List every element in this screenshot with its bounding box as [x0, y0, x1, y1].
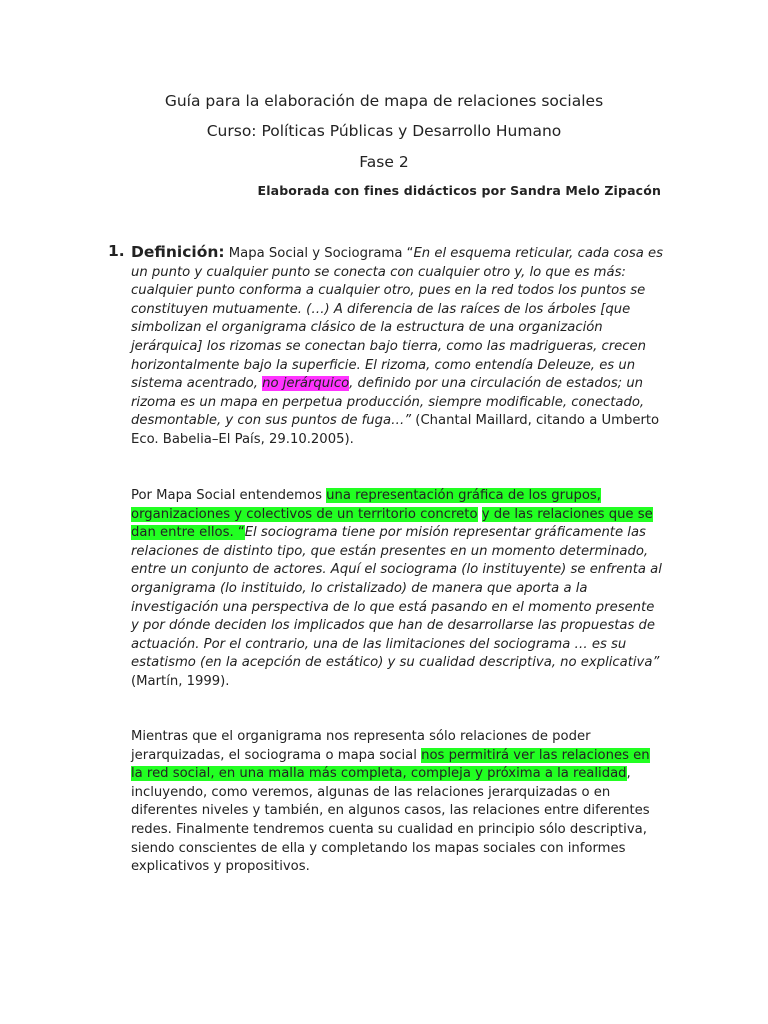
citation: (Martín, 1999). [131, 673, 230, 689]
highlight-pink: no jerárquico [262, 376, 350, 392]
phase-title: Fase 2 [359, 153, 409, 171]
highlight-green: y de las relaciones que se dan entre ellos. “ [131, 506, 653, 541]
organigrama-paragraph [131, 728, 663, 877]
list-number: 1. [108, 242, 125, 260]
highlight-green: nos permitirá ver las relaciones en la red social, en una malla más completa, compleja y próxima a la realidad [131, 747, 650, 782]
author-line: Elaborada con fines didácticos por Sandra Melo Zipacón [257, 183, 661, 198]
paragraph-lead: Mientras que el organigrama nos representa sólo relaciones de poder jerarquizadas, el sociograma o mapa social [131, 729, 591, 763]
citation: (Chantal Maillard, citando a Umberto Eco. Babelia–El País, 29.10.2005). [131, 413, 660, 447]
mapa-social-paragraph [131, 487, 663, 692]
course-title: Curso: Políticas Públicas y Desarrollo Humano [206, 122, 562, 140]
section-heading: Definición: [131, 243, 225, 261]
paragraph-text: , incluyendo, como veremos, algunas de las relaciones jerarquizadas o en diferentes niveles y también, en algunos casos, las relaciones entre diferentes redes. Finalmente tendremos cuenta su cualidad en principio sólo descriptiva, siendo conscientes de ella y completando los mapas sociales con informes explicativos y propositivos. [131, 766, 650, 875]
paragraph-lead: Por Mapa Social entendemos [131, 488, 327, 503]
document-title: Guía para la elaboración de mapa de relaciones sociales [164, 92, 604, 110]
paragraph-lead: Mapa Social y Sociograma “ [224, 246, 414, 261]
quote-text: En el esquema reticular, cada cosa es un punto y cualquier punto se conecta con cualquier otro y, lo que es más: cualquier punto conforma a cualquier otro, pues en la red todos los puntos se constituyen mutuamente. (…) A diferencia de las raíces de los árboles [que simbolizan el organigrama clásico de la estructura de una organización jerárquica] los rizomas se conectan bajo tierra, como las madrigueras, crecen horizontalmente bajo la superficie. El rizoma, como entendía Deleuze, es un sistema acentrado, [131, 246, 663, 392]
highlight-green: una representación gráfica de los grupos, organizaciones y colectivos de un territorio concreto [131, 488, 601, 522]
definition-paragraph [131, 243, 663, 450]
quote-text: El sociograma tiene por misión representar gráficamente las relaciones de distinto tipo, que están presentes en un momento determinado, entre un conjunto de actores. Aquí el sociograma (lo instituyente) se enfrenta al organigrama (lo instituido, lo cristalizado) de manera que aporta a la investigación una perspectiva de lo que está pasando en el momento presente y por dónde deciden los implicados que han de desarrollarse las propuestas de actuación. Por el contrario, una de las limitaciones del sociograma … es su estatismo (en la acepción de estático) y su cualidad descriptiva, no explicativa” [131, 525, 662, 671]
quote-text: , definido por una circulación de estados; un rizoma es un mapa en perpetua producción, siempre modificable, conectado, desmontable, y con sus puntos de fuga…” [131, 376, 645, 429]
